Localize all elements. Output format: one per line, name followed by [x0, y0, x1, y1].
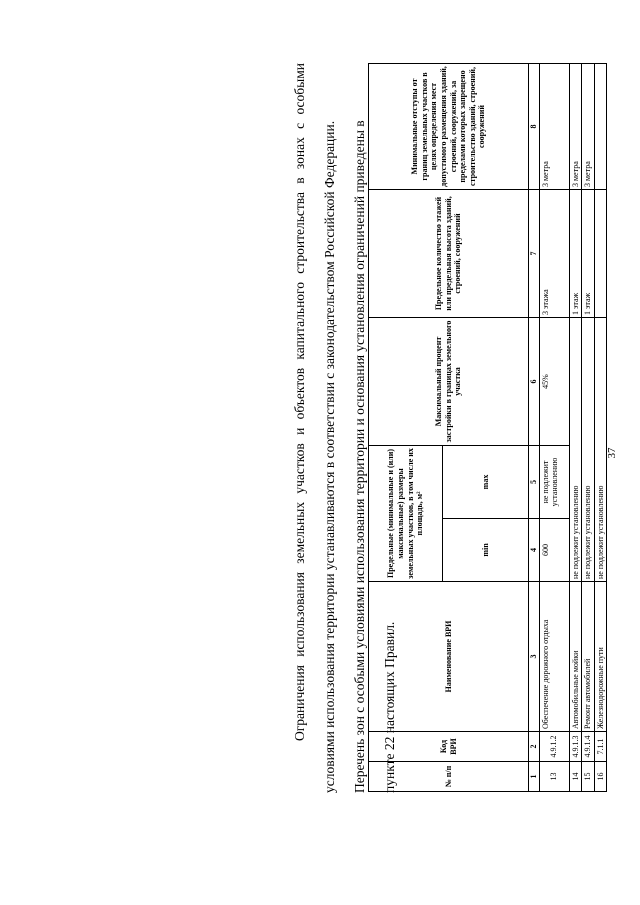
- header-name: Наименование ВРИ: [369, 582, 529, 732]
- row-setback: [594, 64, 607, 190]
- row-code: 4.9.1.3: [569, 732, 582, 762]
- row-num: 14: [569, 762, 582, 792]
- page-number: 37: [606, 447, 618, 459]
- header-floors: Предельное количество этажей или предельная высота зданий, строений, сооружений: [369, 190, 529, 318]
- table-row: [582, 64, 595, 792]
- row-code: 7.1.1: [594, 732, 607, 762]
- column-number: 8: [529, 64, 540, 190]
- header-code: Код ВРИ: [369, 732, 529, 762]
- row-floors: 3 этажа: [539, 190, 569, 318]
- header-min: min: [443, 519, 529, 582]
- row-min: 600: [539, 519, 569, 582]
- row-num: 16: [594, 762, 607, 792]
- column-number: 6: [529, 318, 540, 446]
- row-name: Обеспечение дорожного отдыха: [539, 582, 569, 732]
- row-floors: [594, 190, 607, 318]
- table-row: [569, 64, 582, 792]
- header-setback: Минимальные отступы от границ земельных участков в целях определения мест допустимого размещения зданий, строений, сооружений, за пределами которых запрещено строительство зданий, строений, сооружений: [369, 64, 529, 190]
- column-number: 3: [529, 582, 540, 732]
- row-floors: 1 этаж: [569, 190, 582, 318]
- restrictions-paragraph: Ограничения использования земельных участков и объектов капитального строительства в зонах с особыми условиями использования территории устанавливаются в соответствии с законодательством Российской Федерации.: [292, 63, 337, 793]
- column-number: 4: [529, 519, 540, 582]
- row-code: 4.9.1.4: [582, 732, 595, 762]
- column-number: 7: [529, 190, 540, 318]
- column-number: 1: [529, 762, 540, 792]
- zones-list-paragraph-end: пункте 22 настоящих Правил.: [382, 621, 397, 793]
- row-name: Автомобильные мойки: [569, 582, 582, 732]
- row-merged-value: не подлежит установлению: [594, 318, 607, 582]
- column-number: 5: [529, 446, 540, 519]
- column-number-row: [529, 64, 540, 792]
- header-size-group: Предельные (минимальные и (или) максимальные) размеры земельных участков, в том числе их площадь, м²: [369, 446, 443, 582]
- row-percent: 45%: [539, 318, 569, 446]
- row-merged-value: не подлежит установлению: [582, 318, 595, 582]
- column-number: 2: [529, 732, 540, 762]
- row-max: не подлежит установлению: [539, 446, 569, 519]
- header-percent: Максимальный процент застройки в границах земельного участка: [369, 318, 529, 446]
- header-num: № п/п: [369, 762, 529, 792]
- header-max: max: [443, 446, 529, 519]
- row-name: Ремонт автомобилей: [582, 582, 595, 732]
- row-floors: 1 этаж: [582, 190, 595, 318]
- zones-list-paragraph: Перечень зон с особыми условиями использования территории и основания установления ограничений приведены в: [352, 120, 367, 793]
- row-num: 13: [539, 762, 569, 792]
- row-code: 4.9.1.2: [539, 732, 569, 762]
- table-row: [539, 64, 569, 792]
- row-merged-value: не подлежит установлению: [569, 318, 582, 582]
- table-row: [594, 64, 607, 792]
- row-name: Железнодорожные пути: [594, 582, 607, 732]
- row-num: 15: [582, 762, 595, 792]
- row-setback: 3 метра: [539, 64, 569, 190]
- row-setback: 3 метра: [569, 64, 582, 190]
- row-setback: 3 метра: [582, 64, 595, 190]
